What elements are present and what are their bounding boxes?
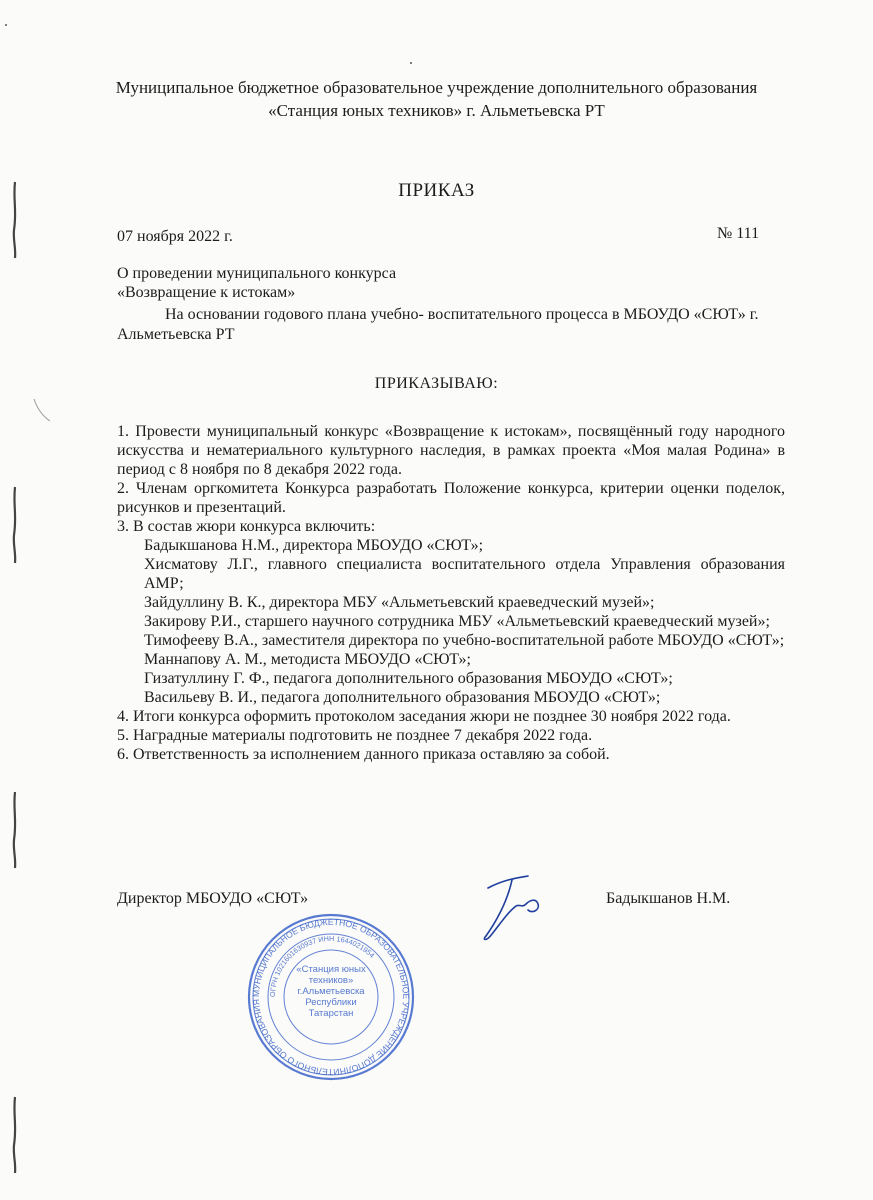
- institution-header: [0, 76, 873, 122]
- subject-line-1: О проведении муниципального конкурса: [117, 265, 397, 282]
- order-item-6: 6. Ответственность за исполнением данного приказа оставляю за собой.: [117, 746, 610, 763]
- stamp-outer-text: МУНИЦИПАЛЬНОЕ БЮДЖЕТНОЕ ОБРАЗОВАТЕЛЬНОЕ УЧРЕЖДЕНИЕ ДОПОЛНИТЕЛЬНОГО ОБРАЗОВАНИЯ: [250, 916, 412, 1078]
- stamp-ogrn-text: ОГРН 1021601630937 ИНН 1644021954: [267, 933, 377, 998]
- binder-mark: [8, 485, 22, 565]
- jury-member: Хисматову Л.Г., главного специалиста воспитательного отдела Управления образования АМР;: [144, 556, 785, 592]
- handwritten-signature: [478, 868, 558, 943]
- signature-role: Директор МБОУДО «СЮТ»: [117, 890, 309, 907]
- jury-member: Васильеву В. И., педагога дополнительного образования МБОУДО «СЮТ»;: [144, 689, 661, 706]
- jury-member: Маннапову А. М., методиста МБОУДО «СЮТ»;: [144, 651, 471, 668]
- jury-member: Закирову Р.И., старшего научного сотрудника МБУ «Альметьевский краеведческий музей»;: [144, 613, 770, 630]
- subject-line-2: «Возвращение к истокам»: [117, 284, 296, 301]
- document-title: ПРИКАЗ: [398, 180, 475, 201]
- order-item-1: 1. Провести муниципальный конкурс «Возвращение к истокам», посвящённый году народного искусства и нематериального культурного наследия, в рамках проекта «Моя малая Родина» в период с 8 ноября по 8 декабря 2022 года.: [117, 423, 785, 478]
- stamp-center-text: «Станция юных техников» г.Альметьевска Республики Татарстан: [296, 964, 366, 1019]
- scan-speck: [5, 24, 7, 26]
- order-item-5: 5. Наградные материалы подготовить не позднее 7 декабря 2022 года.: [117, 727, 593, 744]
- binder-mark: [8, 1095, 22, 1175]
- header-line-1: Муниципальное бюджетное образовательное учреждение дополнительного образования: [115, 78, 758, 97]
- order-item-4: 4. Итоги конкурса оформить протоколом заседания жюри не позднее 30 ноября 2022 года.: [117, 708, 731, 725]
- order-item-2: 2. Членам оргкомитета Конкурса разработать Положение конкурса, критерии оценки поделок, рисунков и презентаций.: [117, 480, 785, 516]
- scan-speck: [410, 62, 412, 64]
- jury-member: Зайдуллину В. К., директора МБУ «Альметьевский краеведческий музей»;: [144, 594, 655, 611]
- order-basis: На основании годового плана учебно- воспитательного процесса в МБОУДО «СЮТ» г. Альметьевска РТ: [117, 306, 759, 343]
- binder-mark: [8, 790, 22, 870]
- order-number: № 111: [717, 225, 760, 242]
- jury-member: Бадыкшанова Н.М., директора МБОУДО «СЮТ»;: [144, 537, 484, 554]
- order-word: ПРИКАЗЫВАЮ:: [374, 375, 499, 392]
- binder-mark: [8, 180, 22, 260]
- signatory-name: Бадыкшанов Н.М.: [606, 890, 731, 907]
- header-line-2: «Станция юных техников» г. Альметьевска РТ: [268, 101, 605, 120]
- scan-artifact: [30, 395, 54, 425]
- order-subject: [117, 264, 396, 302]
- order-date: 07 ноября 2022 г.: [117, 228, 233, 245]
- jury-member: Тимофееву В.А., заместителя директора по учебно-воспитательной работе МБОУДО «СЮТ»;: [144, 632, 785, 649]
- order-item-3: 3. В состав жюри конкурса включить:: [117, 518, 376, 535]
- jury-member: Гизатуллину Г. Ф., педагога дополнительного образования МБОУДО «СЮТ»;: [144, 670, 673, 687]
- order-items: [117, 422, 785, 764]
- official-stamp: [246, 912, 416, 1082]
